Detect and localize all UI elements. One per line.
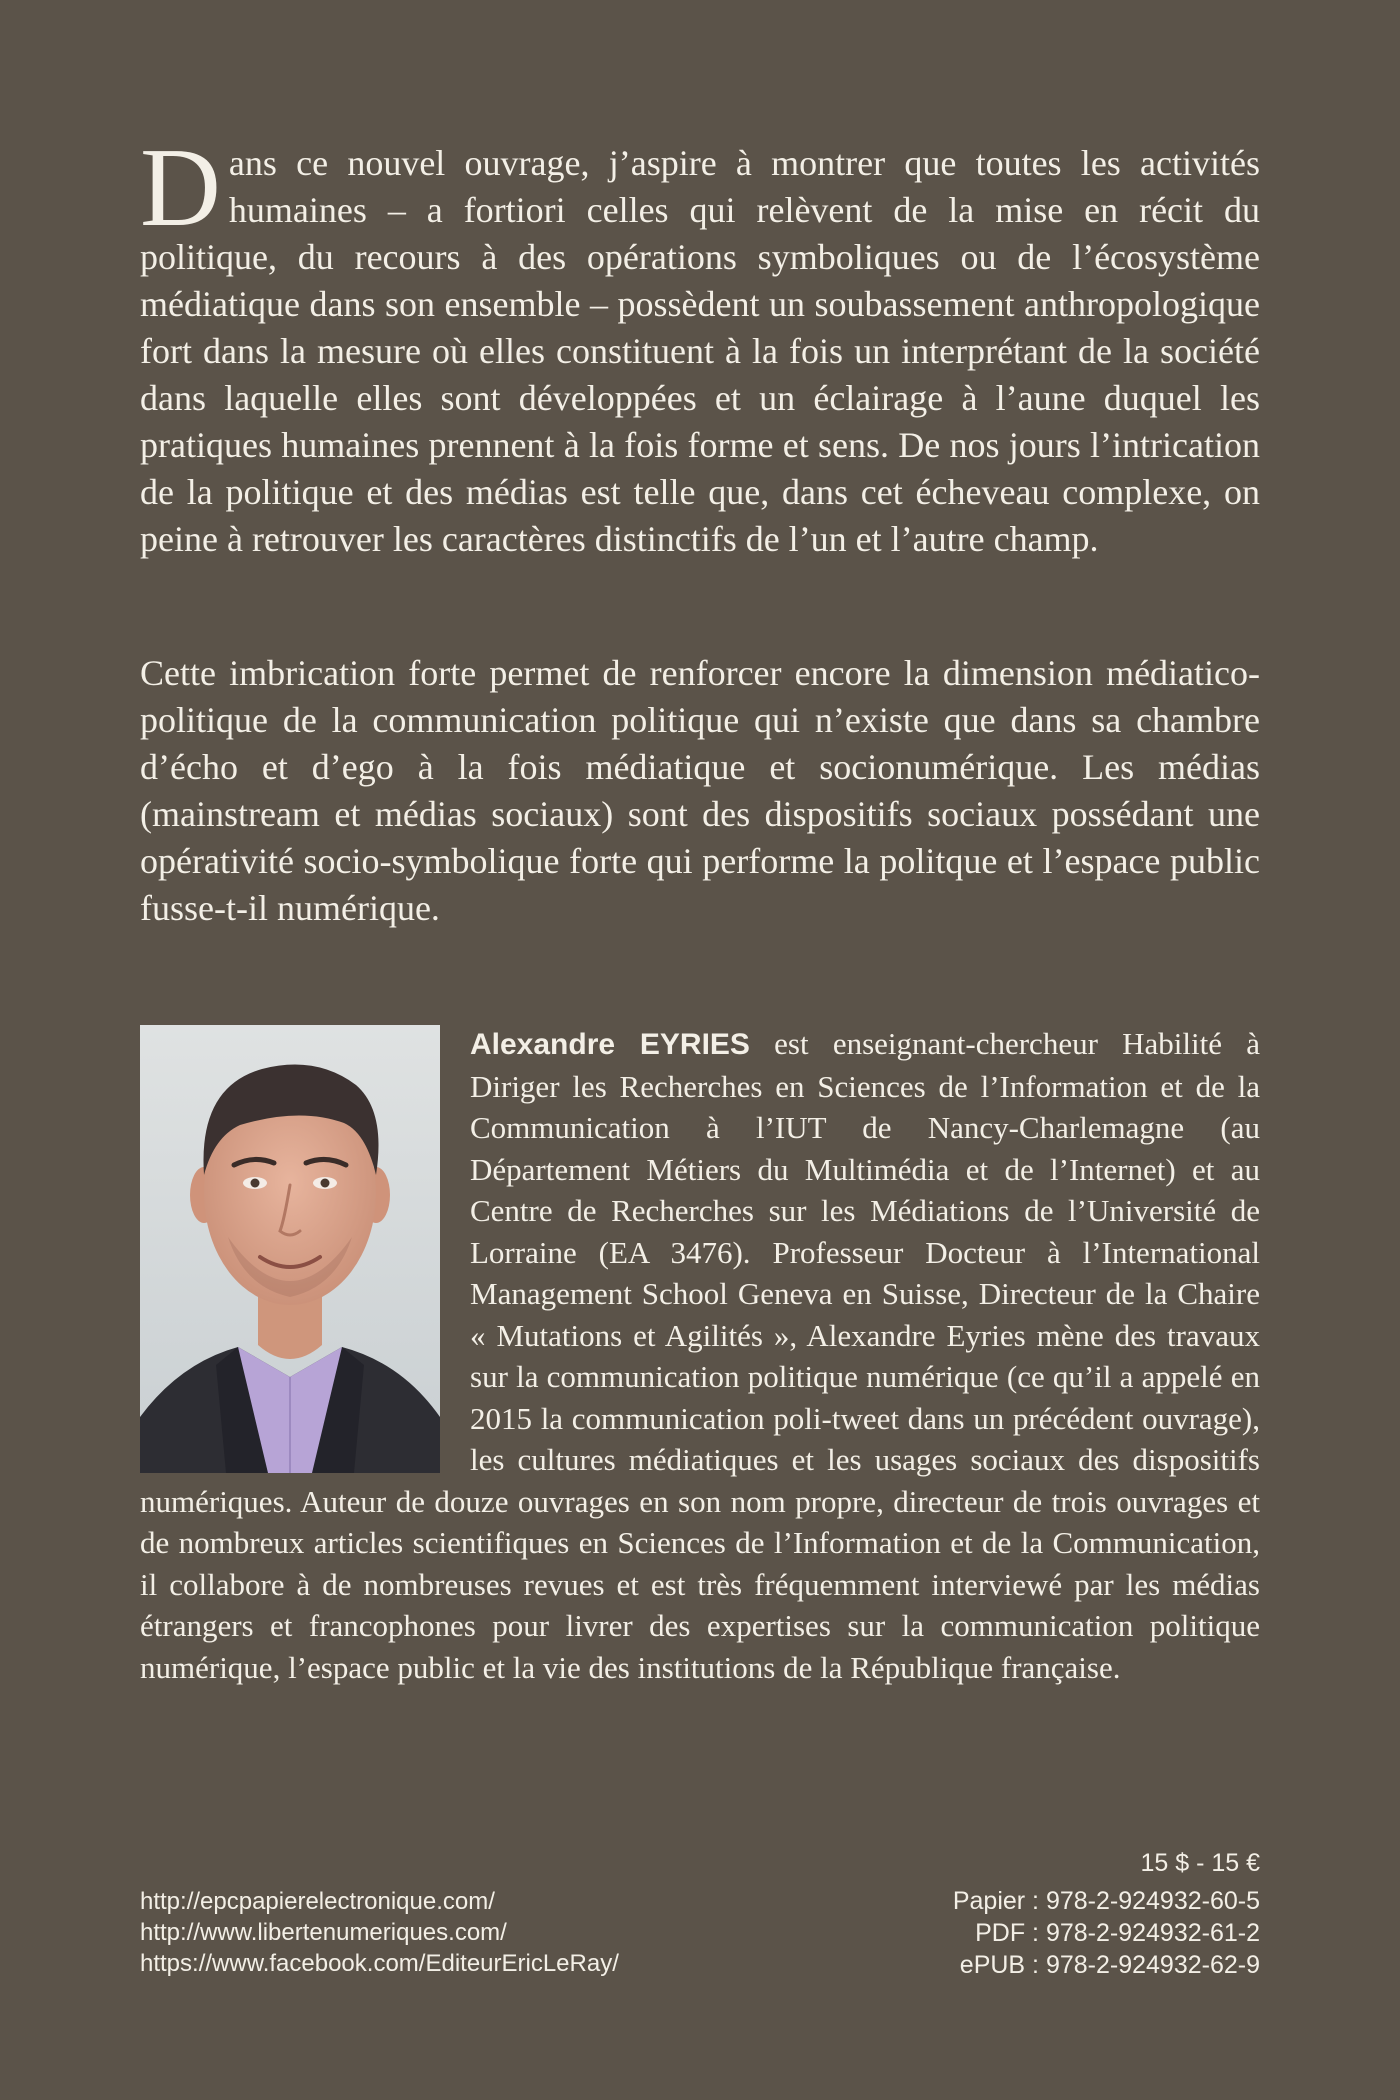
- pricing-isbn-block: [953, 1847, 1260, 1981]
- author-portrait-photo: [140, 1025, 440, 1473]
- price-label: 15 $ - 15 €: [1140, 1849, 1260, 1877]
- second-paragraph: Cette imbrication forte permet de renforcer encore la dimension médiatico-politique de la communication politique qui n’existe que dans sa chambre d’écho et d’ego à la fois médiatique et socionumérique. Les médias (mainstream et médias sociaux) sont des dispositifs sociaux possédant une opérativité socio-symbolique forte qui performe la politque et l’espace public fusse-t-il numérique.: [140, 653, 1260, 928]
- publisher-links: [140, 1886, 619, 1979]
- isbn-epub: ePUB : 978-2-924932-62-9: [959, 1951, 1260, 1979]
- isbn-pdf: PDF : 978-2-924932-61-2: [975, 1919, 1260, 1947]
- link-epc-papier-electronique[interactable]: http://epcpapierelectronique.com/: [140, 1888, 495, 1915]
- intro-paragraph: [140, 126, 1260, 563]
- link-facebook-editeur[interactable]: https://www.facebook.com/EditeurEricLeRay/: [140, 1950, 619, 1977]
- link-liberte-numeriques[interactable]: http://www.libertenumeriques.com/: [140, 1919, 507, 1946]
- intro-text: ans ce nouvel ouvrage, j’aspire à montrer que toutes les activités humaines – a fortiori celles qui relèvent de la mise en récit du politique, du recours à des opérations symboliques ou de l’écosystème médiatique dans son ensemble – possèdent un soubassement anthropologique fort dans la mesure où elles constituent à la fois un interprétant de la société dans laquelle elles sont développées et un éclairage à l’aune duquel les pratiques humaines prennent à la fois forme et sens. De nos jours l’intrication de la politique et des médias est telle que, dans cet écheveau complexe, on peine à retrouver les caractères distinctifs de l’un et l’autre champ.: [140, 143, 1260, 559]
- isbn-papier: Papier : 978-2-924932-60-5: [952, 1887, 1260, 1915]
- drop-cap: D: [140, 126, 221, 250]
- author-bio-text: est enseignant-chercheur Habilité à Diriger les Recherches en Sciences de l’Information et de la Communication à l’IUT de Nancy-Charlemagne (au Département Métiers du Multimédia et de l’Internet) et au Centre de Recherches sur les Médiations de l’Université de Lorraine (EA 3476). Professeur Docteur à l’International Management School Geneva en Suisse, Directeur de la Chaire « Mutations et Agilités », Alexandre Eyries mène des travaux sur la communication politique numérique (ce qu’il a appelé en 2015 la communication poli-tweet dans un précédent ouvrage), les cultures médiatiques et les usages sociaux des dispositifs numériques. Auteur de douze ouvrages en son nom propre, directeur de trois ouvrages et de nombreux articles scientifiques en Sciences de l’Information et de la Communication, il collabore à de nombreuses revues et est très fréquemment interviewé par les médias étrangers et francophones pour livrer des expertises sur la communication politique numérique, l’espace public et la vie des institutions de la République française.: [140, 1026, 1260, 1685]
- author-bio: [140, 1023, 1260, 1688]
- author-name: Alexandre EYRIES: [470, 1028, 750, 1061]
